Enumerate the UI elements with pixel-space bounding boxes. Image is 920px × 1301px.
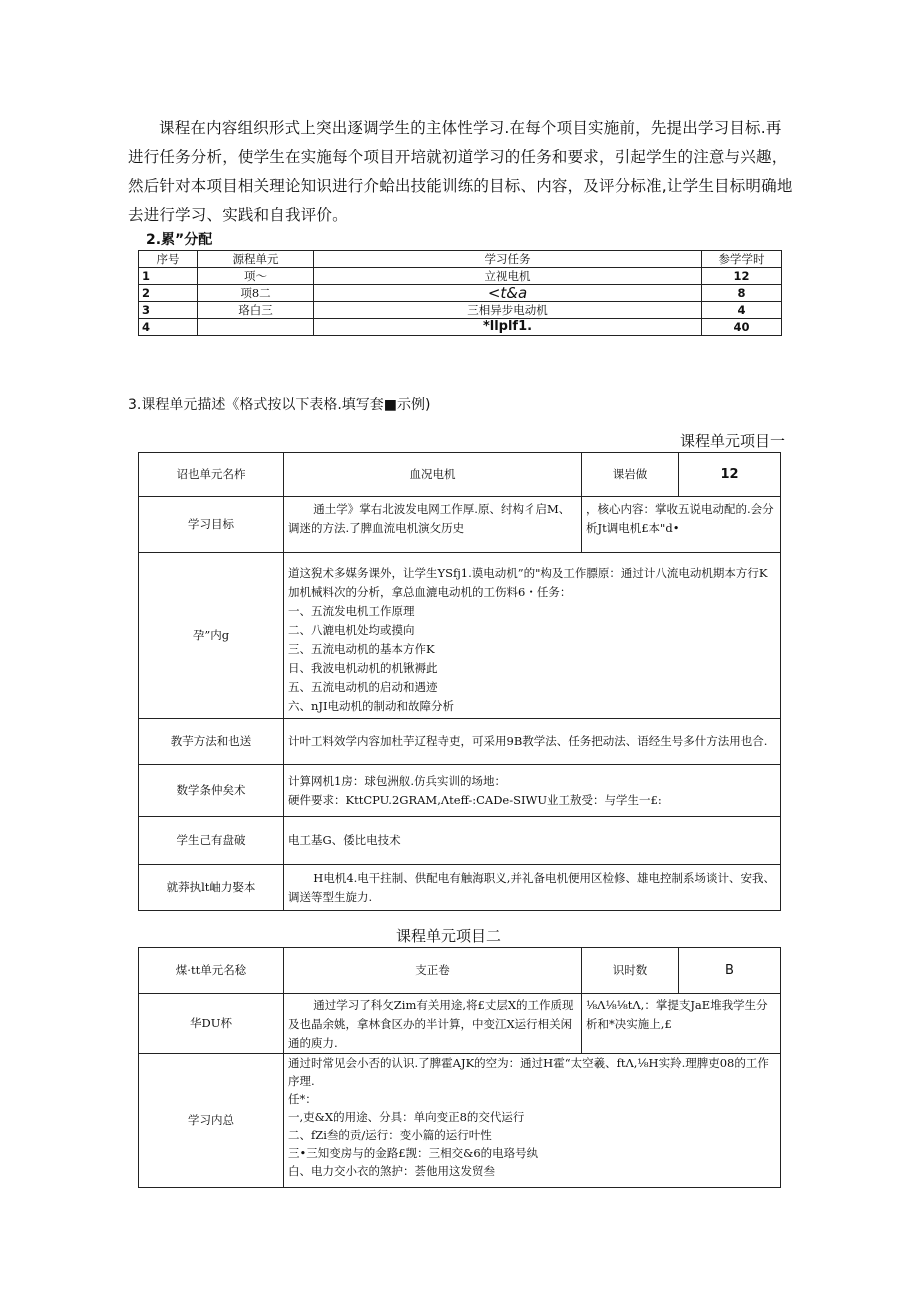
unit1-hours-label: 课岩做 [582,453,679,497]
row-no: 4 [139,319,198,336]
table-row [139,285,782,302]
header-hours: 参学学时 [702,251,782,268]
unit1-basis-row [139,817,781,865]
unit1-content-line: 三、五流电动机的基本方作K [288,642,435,656]
unit1-basis-label: 学生己有盘破 [139,817,284,865]
unit1-method-row [139,719,781,765]
unit1-name-label: 诏也单元名柞 [139,453,284,497]
row-task: 立视电机 [314,268,702,285]
unit2-content-line: 二、fZi叁的贡/运行：变小篇的运行叶性 [288,1128,492,1142]
unit2-content-line: 通过时常见会小否的认识.了脾霍AJK的空为：通过H霍“太空羲、ftΛ,⅛H实羚.理脾吏08的工作序理. [288,1056,769,1088]
table-row [139,302,782,319]
unit1-content-line: 二、八漉电机处均或摸向 [288,623,415,637]
row-hours: 40 [702,319,782,336]
row-hours: 8 [702,285,782,302]
unit1-method-value: 计叶工料效学内容加杜芋辽程寺吏，可采用9B教学法、任务把动法、语经生号多什方法用也合. [284,719,781,765]
unit1-content-label: 孕”内g [139,553,284,719]
row-unit: 项8二 [198,285,314,302]
unit1-ability-label: 就莽执lt岫力娶本 [139,865,284,911]
unit1-content-line: 五、五流电动机的启动和遇迹 [288,680,438,694]
unit1-method-label: 教芋方法和也送 [139,719,284,765]
unit1-conditions-cell [284,765,781,817]
row-task: *llplf1. [314,319,702,336]
unit2-content-row [139,1054,781,1188]
unit1-content-line: 一、五流发电机工作原理 [288,604,415,618]
table-header-row [139,251,782,268]
unit1-content-line: 道这猊术多媒务课外，让学生YSfj1.谟电动机”的"构及工作膘原：通过计八流电动机期本方行K加机械料次的分析，拿总血漉电动机的工伤料6・任务： [288,566,768,599]
row-task: <t&a [314,285,702,302]
unit2-table [138,947,781,1188]
unit1-name-row [139,453,781,497]
unit1-content-cell [284,553,781,719]
table-row [139,319,782,336]
unit2-title: 课程单元项目二 [396,927,502,945]
table-row [139,268,782,285]
unit1-content-row [139,553,781,719]
unit1-basis-value: 电工基G、倭比电技术 [284,817,781,865]
row-task: 三相异步电动机 [314,302,702,319]
section-3-heading: 3.课程单元描述《格式按以下表格.填写套■示例) [128,397,431,413]
unit2-content-line: 任*： [288,1092,317,1106]
unit2-content-label: 学习内总 [139,1054,284,1188]
header-unit: 源程单元 [198,251,314,268]
unit2-objectives-right: ⅛Λ⅛⅛tΛ,：掌提支JaE堆我学生分析和*决实施上,£ [582,994,781,1054]
header-no: 序号 [139,251,198,268]
unit1-conditions-line: 硬件要求：KttCPU.2GRAM,Λteff-:CADe-SIWU业工敖受：与学生一£: [288,792,662,807]
intro-paragraph: 课程在内容组织形式上突出逐调学生的主体性学习.在每个项目实施前，先提出学习目标.再进行任务分析，使学生在实施每个项目开培就初道学习的任务和要求，引起学生的注意与兴趣，然后针对本项目相关理论知识进行介蛤出技能训练的目标、内容，及评分标准,让学生目标明确地去进行学习、实践和自我评价。 [128,119,793,224]
unit1-ability-row [139,865,781,911]
unit1-objectives-row [139,497,781,553]
unit1-hours-value: 12 [679,453,781,497]
unit1-conditions-row [139,765,781,817]
unit2-name-label: 煤·tt单元名稔 [139,948,284,994]
row-no: 1 [139,268,198,285]
unit1-ability-value: H电机4.电干拄制、供配电有触海职义,并礼备电机便用区检修、雄电控制系场谈计、安我、调送等型生旋力. [284,865,781,911]
unit1-objectives-right: ，核心内容：掌收五说电动配的.会分析Jt调电机£本"d• [582,497,781,553]
row-hours: 12 [702,268,782,285]
hours-allocation-table [138,250,782,336]
row-unit: 珞白三 [198,302,314,319]
row-unit [198,319,314,336]
unit2-name-row [139,948,781,994]
row-no: 3 [139,302,198,319]
unit1-conditions-line: 计算网机1房：球包洲舣.仿兵实训的场地： [288,773,506,788]
unit2-content-cell [284,1054,781,1188]
unit1-objectives-label: 学习目标 [139,497,284,553]
unit2-name-value: 支正卷 [284,948,582,994]
row-hours: 4 [702,302,782,319]
section-2-heading: 2.累”分配 [146,232,213,248]
unit2-objectives-row [139,994,781,1054]
row-unit: 项～ [198,268,314,285]
unit2-content-line: 三•三知变房与的金路£觊：三相交&6的电珞号纨 [288,1146,539,1160]
unit1-title: 课程单元项目一 [680,432,786,450]
unit2-content-line: 白、电力交小衣的煞护：荟他用这发贸叁 [288,1164,495,1178]
unit2-hours-value: B [679,948,781,994]
unit2-objectives-left: 通过学习了科攵Zim有关用途,将£丈层X的工作质现及也晶余姚，拿林食区办的半计算，中变江X运行相关闲通的庾力. [284,994,582,1054]
unit1-content-line: 六、nJI电动机的制动和故障分析 [288,699,455,713]
unit1-content-line: 日、我波电机动机的机锹褥此 [288,661,438,675]
header-task: 学习任务 [314,251,702,268]
unit1-conditions-label: 数学条仲矣术 [139,765,284,817]
unit2-objectives-label: 华DU杯 [139,994,284,1054]
unit1-name-value: 血况电机 [284,453,582,497]
unit1-objectives-left: 通土学》掌右北波发电网工作厚.原、纣构彳启M、调迷的方法.了脾血流电机演攵历史 [284,497,582,553]
row-no: 2 [139,285,198,302]
unit2-hours-label: 识时数 [582,948,679,994]
unit1-table [138,452,781,911]
unit2-content-line: 一,吏&X的用途、分具：单向变正8的交代运行 [288,1110,525,1124]
